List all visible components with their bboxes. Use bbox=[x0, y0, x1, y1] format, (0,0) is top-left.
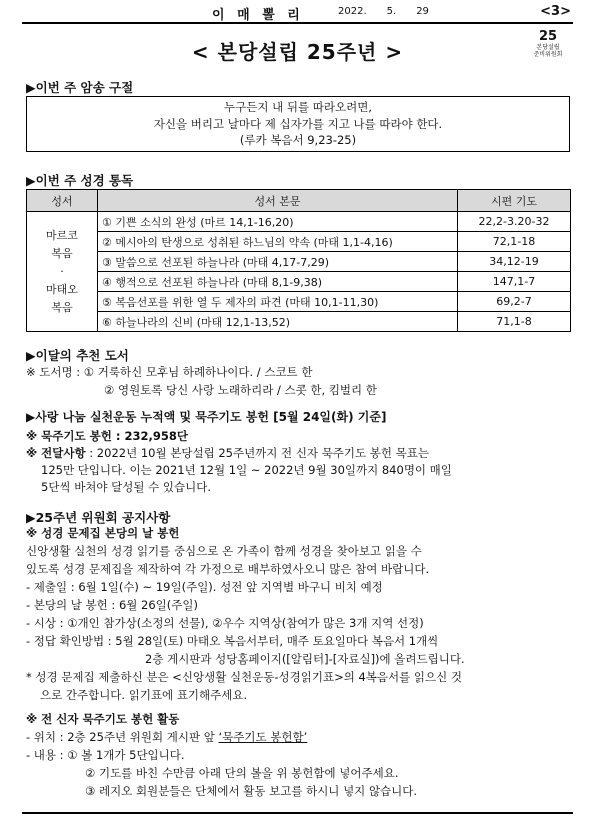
committee-sub-1: ※ 성경 문제집 본당의 날 봉헌 bbox=[26, 526, 180, 540]
page-number: <3> bbox=[540, 4, 571, 19]
issue-date: 2022. 5. 29 bbox=[338, 6, 429, 17]
books-line-2: ② 영원토록 당신 사랑 노래하리라 / 스콧 한, 킴벌리 한 bbox=[104, 383, 377, 397]
table-row: ③ 말씀으로 선포된 하늘나라 (마태 4,17-7,29) 34,12-19 bbox=[27, 252, 571, 272]
table-row: 마르코 복음 · 마태오 복음 ① 기쁜 소식의 완성 (마르 14,1-16,20) 22,2-3.20-32 bbox=[27, 212, 571, 232]
col-psalm: 시편 기도 bbox=[458, 190, 571, 212]
prayer-message-line-3: 5단씩 바쳐야 달성될 수 있습니다. bbox=[41, 480, 212, 494]
memory-verse-box: 누구든지 내 뒤를 따라오려면, 자신을 버리고 날마다 제 십자가를 지고 나를 따라야 한다. (루카 복음서 9,23-25) bbox=[26, 96, 570, 152]
newsletter-name: 이 매 뽈 리 bbox=[212, 8, 304, 23]
book-cell: 마르코 복음 · 마태오 복음 bbox=[27, 212, 98, 332]
col-book: 성서 bbox=[27, 190, 98, 212]
prayer-box-label: ‘묵주기도 봉헌함’ bbox=[218, 730, 308, 744]
page-header bbox=[22, 2, 573, 24]
prayer-total-heading: ▶사랑 나눔 실천운동 누적액 및 묵주기도 봉헌 [5월 24일(화) 기준] bbox=[26, 410, 387, 424]
bible-reading-table bbox=[26, 189, 571, 332]
page-title: < 본당설립 25주년 > bbox=[191, 40, 404, 64]
prayer-message-line-1: ※ 전달사항 : 2022년 10월 본당설립 25주년까지 전 신자 묵주기도 봉헌 목표는 bbox=[26, 446, 429, 460]
books-heading: ▶이달의 추천 도서 bbox=[26, 348, 129, 363]
logo-number: 25 bbox=[538, 29, 558, 44]
col-text: 성서 본문 bbox=[98, 190, 458, 212]
table-row: ② 메시아의 탄생으로 성취된 하느님의 약속 (마태 1,1-4,16) 72,1-18 bbox=[27, 232, 571, 252]
bible-reading-heading: ▶이번 주 성경 통독 bbox=[26, 173, 134, 188]
memory-verse-heading: ▶이번 주 암송 구절 bbox=[26, 80, 134, 95]
footer-rule bbox=[22, 812, 573, 814]
committee-sub-2: ※ 전 신자 묵주기도 봉헌 활동 bbox=[26, 712, 180, 726]
prayer-message-line-2: 125만 단입니다. 이는 2021년 12월 1일 ~ 2022년 9월 30일까지 840명이 매일 bbox=[41, 463, 452, 477]
prayer-amount: ※ 묵주기도 봉헌 : 232,958단 bbox=[26, 429, 188, 443]
table-row: ⑤ 복음선포를 위한 열 두 제자의 파견 (마태 10,1-11,30) 69,2-7 bbox=[27, 292, 571, 312]
table-row: ④ 행적으로 선포된 하늘나라 (마태 8,1-9,38) 147,1-7 bbox=[27, 272, 571, 292]
books-line-1: ※ 도서명 : ① 거룩하신 모후님 하례하나이다. / 스코트 한 bbox=[26, 365, 313, 379]
table-row: ⑥ 하늘나라의 신비 (마태 12,1-13,52) 71,1-8 bbox=[27, 312, 571, 332]
anniversary-logo: 25 본당설립 준비위원회 bbox=[529, 30, 567, 64]
committee-heading: ▶25주년 위원회 공지사항 bbox=[26, 510, 171, 525]
